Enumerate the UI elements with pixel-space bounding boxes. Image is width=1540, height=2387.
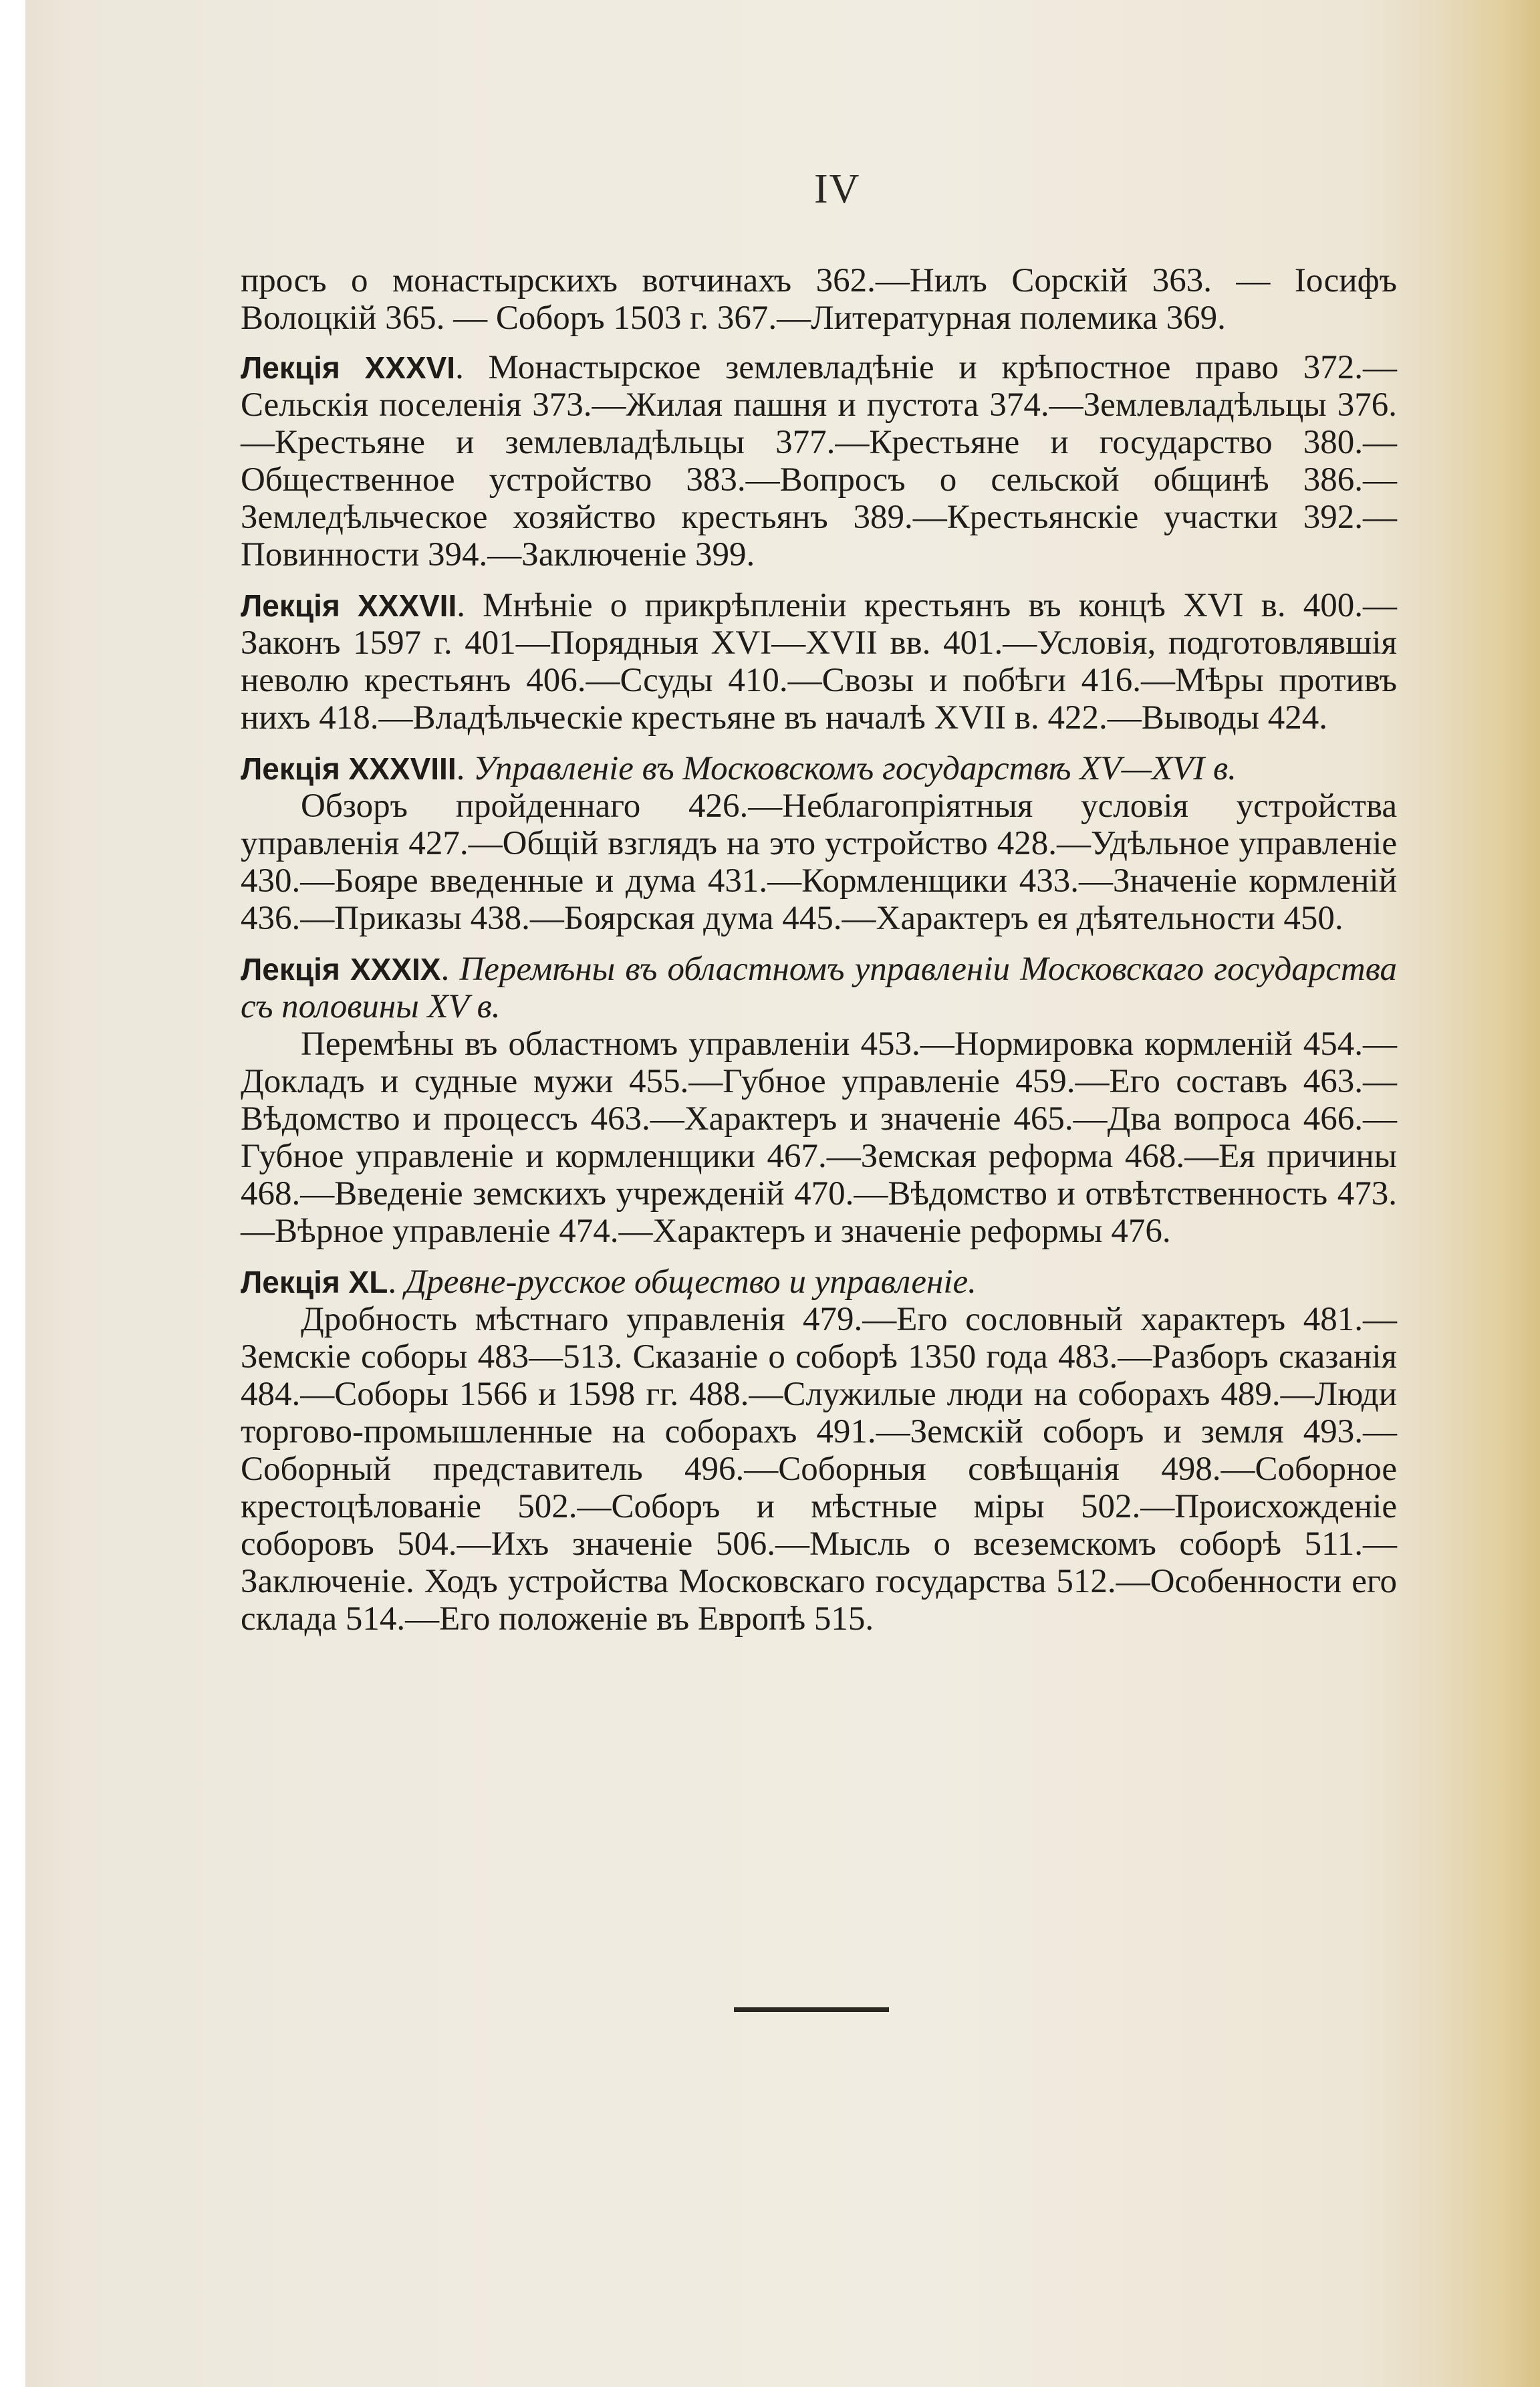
page-number: IV bbox=[814, 166, 861, 212]
lecture-label: Лекція bbox=[241, 751, 340, 786]
lecture-title: Перемѣны въ областномъ управленіи Московскаго государства съ половины XV в. bbox=[241, 951, 1398, 1025]
lecture-entry-36: Лекція XXXVI. Монастырское землевладѣніе и крѣпостное право 372.—Сельскія поселенія 373.—Жилая пашня и пустота 374.—Землевладѣльцы 376.—Крестьяне и землевладѣльцы 377.—Крестьяне и государство 380.—Общественное устройство 383.—Вопросъ о сельской общинѣ 386.—Земледѣльческое хозяйство крестьянъ 389.—Крестьянскіе участки 392.—Повинности 394.—Заключеніе 399. bbox=[241, 349, 1397, 574]
end-rule-divider bbox=[734, 2007, 889, 2012]
lecture-label: Лекція bbox=[241, 1265, 340, 1299]
lecture-body: Обзоръ пройденнаго 426.—Неблагопріятныя условія устройства управленія 427.—Общій взглядъ на это устройство 428.—Удѣльное управленіе 430.—Бояре введенные и дума 431.—Кормленщики 433.—Значеніе кормленій 436.—Приказы 438.—Боярская дума 445.—Характеръ ея дѣятельности 450. bbox=[241, 787, 1397, 937]
book-page bbox=[25, 0, 1540, 2387]
lecture-number: XXXVIII bbox=[348, 751, 457, 786]
lecture-label: Лекція bbox=[241, 588, 340, 623]
lecture-number: XL bbox=[348, 1265, 388, 1299]
lecture-number: XXXVI bbox=[364, 350, 456, 385]
lecture-number: XXXVII bbox=[357, 588, 457, 623]
lecture-body: Дробность мѣстнаго управленія 479.—Его сословный характеръ 481.—Земскіе соборы 483—513. Сказаніе о соборѣ 1350 года 483.—Разборъ сказанія 484.—Соборы 1566 и 1598 гг. 488.—Служилые люди на соборахъ 489.—Люди торгово-промышленные на соборахъ 491.—Земскій соборъ и земля 493.—Соборный представитель 496.—Соборныя совѣщанія 498.—Соборное крестоцѣлованіе 502.—Соборъ и мѣстные міры 502.—Происхожденіе соборовъ 504.—Ихъ значеніе 506.—Мысль о всеземскомъ соборѣ 511.—Заключеніе. Ходъ устройства Московскаго государства 512.—Особенности его склада 514.—Его положеніе въ Европѣ 515. bbox=[241, 1301, 1397, 1638]
lecture-entry-37: Лекція XXXVII. Мнѣніе о прикрѣпленіи крестьянъ въ концѣ XVI в. 400.—Законъ 1597 г. 401—Порядныя XVI—XVII вв. 401.—Условія, подготовлявшія неволю крестьянъ 406.—Ссуды 410.—Свозы и побѣги 416.—Мѣры противъ нихъ 418.—Владѣльческіе крестьяне въ началѣ XVII в. 422.—Выводы 424. bbox=[241, 587, 1398, 737]
lecture-entry-40: Лекція XL. Древне-русское общество и управленіе. Дробность мѣстнаго управленія 479.—Его сословный характеръ 481.—Земскіе соборы 483—513. Сказаніе о соборѣ 1350 года 483.—Разборъ сказанія 484.—Соборы 1566 и 1598 гг. 488.—Служилые люди на соборахъ 489.—Люди торгово-промышленные на соборахъ 491.—Земскій соборъ и земля 493.—Соборный представитель 496.—Соборныя совѣщанія 498.—Соборное крестоцѣлованіе 502.—Соборъ и мѣстные міры 502.—Происхожденіе соборовъ 504.—Ихъ значеніе 506.—Мысль о всеземскомъ соборѣ 511.—Заключеніе. Ходъ устройства Московскаго государства 512.—Особенности его склада 514.—Его положеніе въ Европѣ 515. bbox=[241, 1263, 1397, 1638]
lecture-number: XXXIX bbox=[350, 952, 441, 987]
table-of-contents bbox=[241, 262, 1397, 1651]
lecture-body: Монастырское землевладѣніе и крѣпостное право 372.—Сельскія поселенія 373.—Жилая пашня и пустота 374.—Землевладѣльцы 376.—Крестьяне и землевладѣльцы 377.—Крестьяне и государство 380.—Общественное устройство 383.—Вопросъ о сельской общинѣ 386.—Земледѣльческое хозяйство крестьянъ 389.—Крестьянскіе участки 392.—Повинности 394.—Заключеніе 399. bbox=[241, 349, 1397, 574]
lecture-title: Древне-русское общество и управленіе. bbox=[404, 1263, 977, 1301]
lecture-entry-39: Лекція XXXIX. Перемѣны въ областномъ управленіи Московскаго государства съ половины XV в. Перемѣны въ областномъ управленіи 453.—Нормировка кормленій 454.—Докладъ и судные мужи 455.—Губное управленіе 459.—Его составъ 463.—Вѣдомство и процессъ 463.—Характеръ и значеніе 465.—Два вопроса 466.—Губное управленіе и кормленщики 467.—Земская реформа 468.—Ея причины 468.—Введеніе земскихъ учрежденій 470.—Вѣдомство и отвѣтственность 473.—Вѣрное управленіе 474.—Характеръ и значеніе реформы 476. bbox=[241, 951, 1398, 1250]
lecture-body: Мнѣніе о прикрѣпленіи крестьянъ въ концѣ XVI в. 400.—Законъ 1597 г. 401—Порядныя XVI—XVII вв. 401.—Условія, подготовлявшія неволю крестьянъ 406.—Ссуды 410.—Свозы и побѣги 416.—Мѣры противъ нихъ 418.—Владѣльческіе крестьяне въ началѣ XVII в. 422.—Выводы 424. bbox=[241, 587, 1398, 737]
lecture-entry-38: Лекція XXXVIII. Управленіе въ Московскомъ государствѣ XV—XVI в. Обзоръ пройденнаго 426.—Неблагопріятныя условія устройства управленія 427.—Общій взглядъ на это устройство 428.—Удѣльное управленіе 430.—Бояре введенные и дума 431.—Кормленщики 433.—Значеніе кормленій 436.—Приказы 438.—Боярская дума 445.—Характеръ ея дѣятельности 450. bbox=[241, 750, 1397, 937]
lecture-label: Лекція bbox=[241, 350, 340, 385]
continued-entry-text: просъ о монастырскихъ вотчинахъ 362.—Нилъ Сорскій 363. — Іосифъ Волоцкій 365. — Соборъ 1503 г. 367.—Литературная полемика 369. bbox=[241, 262, 1397, 337]
page-edge-shading bbox=[1440, 0, 1540, 2387]
lecture-body: Перемѣны въ областномъ управленіи 453.—Нормировка кормленій 454.—Докладъ и судные мужи 455.—Губное управленіе 459.—Его составъ 463.—Вѣдомство и процессъ 463.—Характеръ и значеніе 465.—Два вопроса 466.—Губное управленіе и кормленщики 467.—Земская реформа 468.—Ея причины 468.—Введеніе земскихъ учрежденій 470.—Вѣдомство и отвѣтственность 473.—Вѣрное управленіе 474.—Характеръ и значеніе реформы 476. bbox=[241, 1025, 1397, 1250]
lecture-title: Управленіе въ Московскомъ государствѣ XV—XVI в. bbox=[473, 750, 1237, 787]
lecture-label: Лекція bbox=[241, 952, 340, 987]
